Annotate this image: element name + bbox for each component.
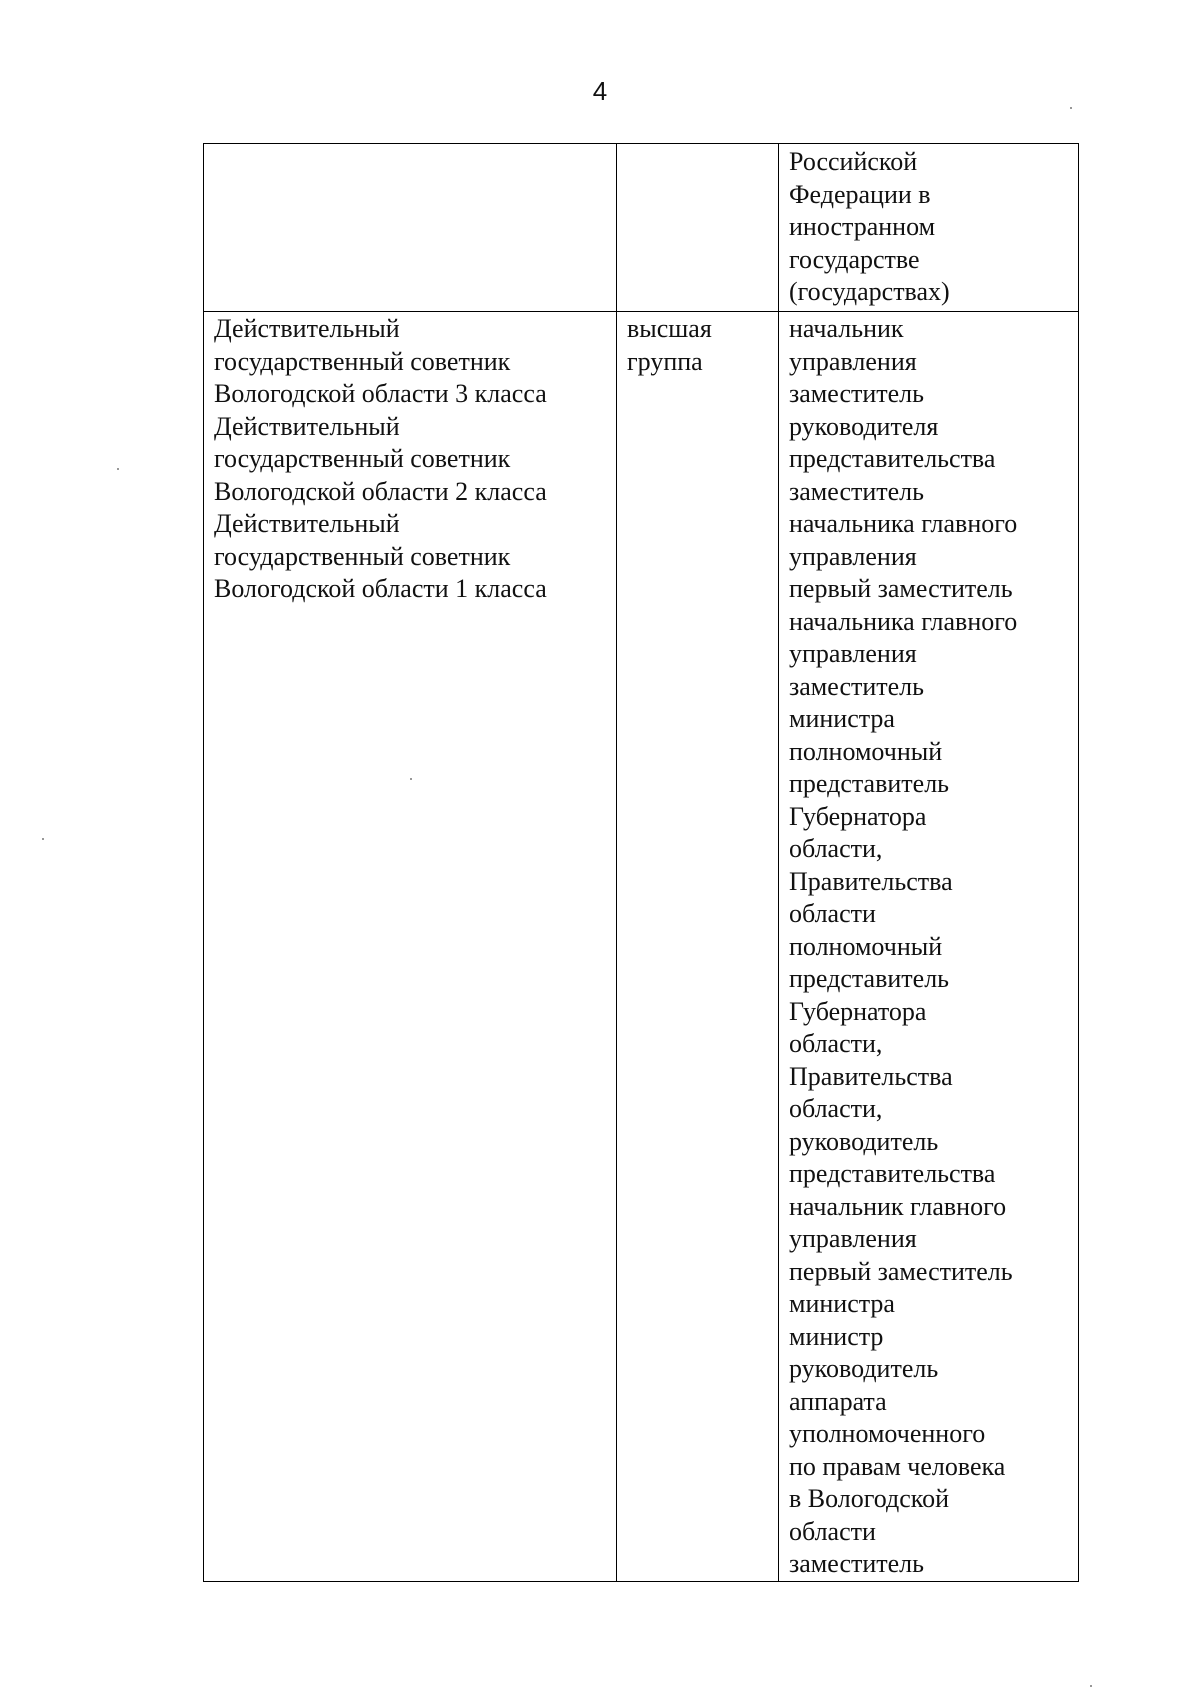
cell-text-line: (государствах) bbox=[789, 277, 950, 306]
cell-text-line: государственный советник bbox=[214, 444, 511, 473]
cell-text-line: по правам человека bbox=[789, 1451, 1006, 1481]
cell-text-line: первый заместитель bbox=[789, 1256, 1013, 1286]
scan-speck bbox=[117, 468, 119, 470]
cell-text-line: области, bbox=[789, 1094, 883, 1123]
cell-text-line: министра bbox=[789, 1289, 895, 1318]
cell-text-line: управления bbox=[789, 639, 917, 668]
cell-text-line: руководитель bbox=[789, 1126, 939, 1156]
cell-text-line: представитель bbox=[789, 769, 950, 798]
cell-text-line: государственный советник bbox=[214, 346, 511, 376]
cell-text-line: руководителя bbox=[789, 411, 939, 441]
table-cell-class-rank bbox=[204, 144, 617, 312]
cell-text-line: Правительства bbox=[789, 1061, 953, 1091]
cell-text-line: Вологодской области 3 класса bbox=[214, 379, 547, 408]
cell-text-line: области, bbox=[789, 834, 883, 863]
cell-text-line: Российской bbox=[789, 147, 918, 176]
cell-text-line: Правительства bbox=[789, 866, 953, 896]
scan-speck bbox=[1090, 1685, 1092, 1687]
table-cell-positions bbox=[779, 312, 1079, 1582]
cell-text-line: Действительный bbox=[214, 411, 400, 441]
cell-text-line: управления bbox=[789, 346, 917, 376]
cell-text-line: Действительный bbox=[214, 509, 400, 538]
table-row-continuation bbox=[204, 144, 1079, 312]
cell-text-line: Вологодской области 1 класса bbox=[214, 574, 547, 603]
cell-text-line: Федерации в bbox=[789, 179, 931, 209]
cell-text-line: полномочный bbox=[789, 931, 943, 961]
cell-text-line: уполномоченного bbox=[789, 1419, 986, 1448]
scan-speck bbox=[1070, 107, 1072, 109]
cell-text-line: первый заместитель bbox=[789, 574, 1013, 603]
page-number: 4 bbox=[592, 76, 608, 106]
cell-text-line: Губернатора bbox=[789, 996, 927, 1026]
cell-text-line: заместитель bbox=[789, 379, 925, 408]
cell-text-line: заместитель bbox=[789, 671, 925, 701]
cell-text-line: группа bbox=[627, 346, 703, 376]
cell-text-line: аппарата bbox=[789, 1386, 887, 1416]
cell-text-line: высшая bbox=[627, 314, 712, 343]
cell-text-line: представительства bbox=[789, 1159, 996, 1188]
cell-text-line: министр bbox=[789, 1321, 884, 1351]
table-cell-group bbox=[617, 312, 779, 1582]
cell-text-line: иностранном bbox=[789, 212, 936, 241]
cell-text-line: Губернатора bbox=[789, 801, 927, 831]
cell-text-line: начальник главного bbox=[789, 1191, 1007, 1221]
table-cell-group bbox=[617, 144, 779, 312]
cell-text-line: Действительный bbox=[214, 314, 400, 343]
cell-text-line: управления bbox=[789, 1224, 917, 1253]
cell-text-line: области bbox=[789, 1516, 876, 1546]
cell-text-line: управления bbox=[789, 541, 917, 571]
scan-speck bbox=[410, 778, 412, 780]
cell-text-line: области bbox=[789, 899, 876, 928]
document-table bbox=[203, 143, 1079, 1582]
table-cell-class-rank bbox=[204, 312, 617, 1582]
table-cell-positions bbox=[779, 144, 1079, 312]
cell-text-line: начальник bbox=[789, 314, 904, 343]
cell-text-line: начальника главного bbox=[789, 606, 1018, 636]
cell-text-line: заместитель bbox=[789, 1549, 925, 1578]
cell-text-line: государственный советник bbox=[214, 541, 511, 571]
cell-text-line: представительства bbox=[789, 444, 996, 473]
cell-text-line: министра bbox=[789, 704, 895, 733]
cell-text-line: в Вологодской bbox=[789, 1484, 950, 1513]
cell-text-line: руководитель bbox=[789, 1354, 939, 1383]
table-row-highest-group bbox=[204, 312, 1079, 1582]
cell-text-line: начальника главного bbox=[789, 509, 1018, 538]
cell-text-line: Вологодской области 2 класса bbox=[214, 476, 547, 506]
cell-text-line: государстве bbox=[789, 244, 920, 274]
cell-text-line: представитель bbox=[789, 964, 950, 993]
cell-text-line: полномочный bbox=[789, 736, 943, 766]
cell-text-line: области, bbox=[789, 1029, 883, 1058]
cell-text-line: заместитель bbox=[789, 476, 925, 506]
scan-speck bbox=[42, 838, 44, 840]
